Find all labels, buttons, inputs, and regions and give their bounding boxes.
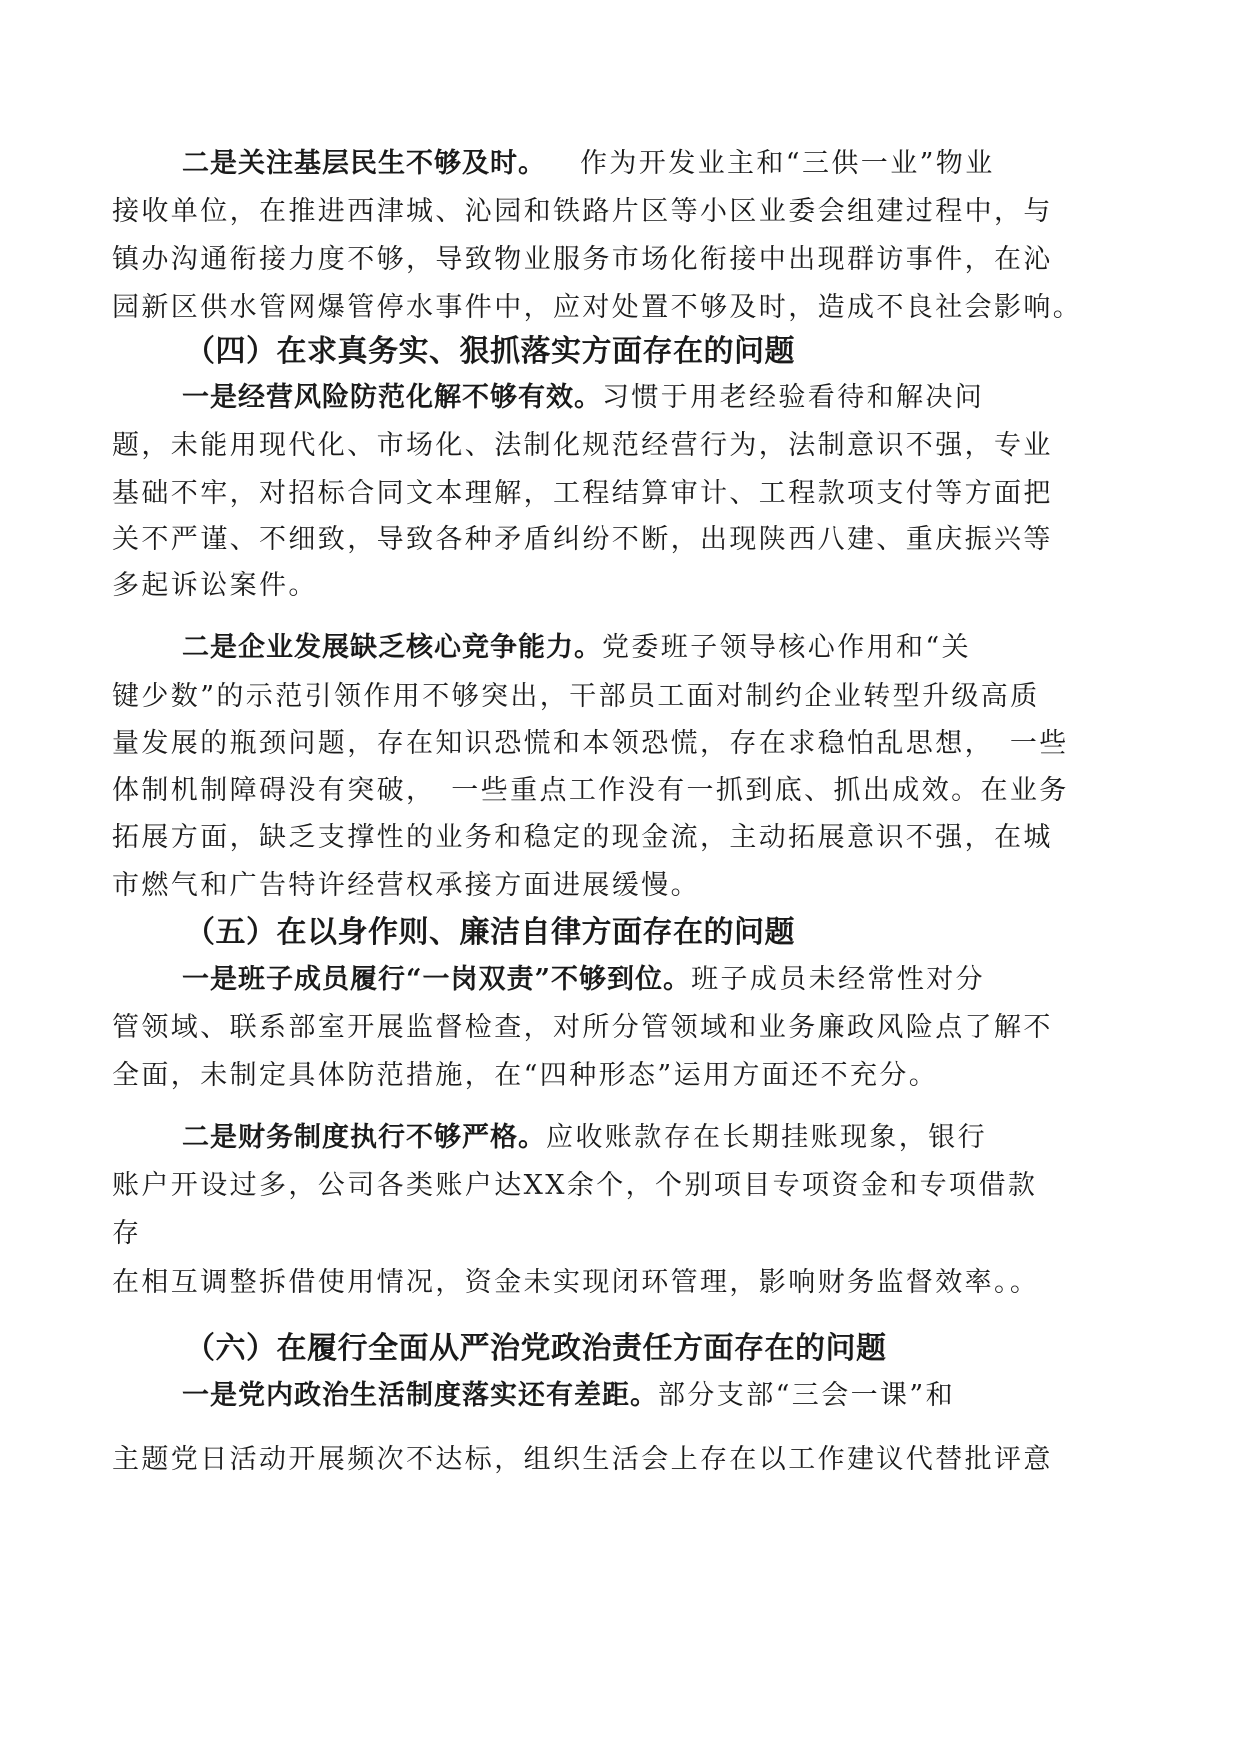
paragraph-line: 题，未能用现代化、市场化、法制化规范经营行为，法制意识不强，专业 <box>112 430 1053 461</box>
paragraph-line: 多起诉讼案件。 <box>112 570 318 601</box>
paragraph-line: 接收单位，在推进西津城、沁园和铁路片区等小区业委会组建过程中，与 <box>112 196 1053 227</box>
paragraph-lead: 一是班子成员履行“一岗双责”不够到位。 <box>182 964 692 995</box>
paragraph-line: 键少数”的示范引领作用不够突出，干部员工面对制约企业转型升级高质 <box>112 681 1040 712</box>
paragraph-line: 账户开设过多，公司各类账户达XX余个，个别项目专项资金和专项借款 <box>112 1170 1038 1201</box>
section-heading: （五）在以身作则、廉洁自律方面存在的问题 <box>185 915 795 950</box>
paragraph-lead: 二是财务制度执行不够严格。 <box>182 1122 546 1153</box>
paragraph-lead: 一是经营风险防范化解不够有效。 <box>182 382 602 413</box>
paragraph-line: 量发展的瓶颈问题，存在知识恐慌和本领恐慌，存在求稳怕乱思想， 一些 <box>112 728 1069 759</box>
paragraph-line: 主题党日活动开展频次不达标，组织生活会上存在以工作建议代替批评意 <box>112 1444 1053 1475</box>
paragraph-line: 在相互调整拆借使用情况，资金未实现闭环管理，影响财务监督效率。。 <box>112 1267 1040 1298</box>
paragraph-line: 拓展方面，缺乏支撑性的业务和稳定的现金流，主动拓展意识不强，在城 <box>112 822 1053 853</box>
paragraph-line: 一是经营风险防范化解不够有效。习惯于用老经验看待和解决问 <box>182 382 985 413</box>
section-heading: （四）在求真务实、狠抓落实方面存在的问题 <box>185 334 795 369</box>
paragraph-line: 一是班子成员履行“一岗双责”不够到位。班子成员未经常性对分 <box>182 964 986 995</box>
paragraph-line: 二是关注基层民生不够及时。 作为开发业主和“三供一业”物业 <box>182 148 995 179</box>
paragraph-line: 管领域、联系部室开展监督检查，对所分管领域和业务廉政风险点了解不 <box>112 1012 1053 1043</box>
paragraph-line: 市燃气和广告特许经营权承接方面进展缓慢。 <box>112 870 700 901</box>
paragraph-line: 体制机制障碍没有突破， 一些重点工作没有一抓到底、抓出成效。在业务 <box>112 775 1069 806</box>
paragraph-line: 基础不牢，对招标合同文本理解，工程结算审计、工程款项支付等方面把 <box>112 478 1053 509</box>
paragraph-line: 镇办沟通衔接力度不够，导致物业服务市场化衔接中出现群访事件，在沁 <box>112 244 1053 275</box>
paragraph-line: 存 <box>112 1218 142 1249</box>
section-heading: （六）在履行全面从严治党政治责任方面存在的问题 <box>185 1331 887 1366</box>
paragraph-line: 二是企业发展缺乏核心竞争能力。党委班子领导核心作用和“关 <box>182 632 972 663</box>
paragraph-line: 关不严谨、不细致，导致各种矛盾纠纷不断，出现陕西八建、重庆振兴等 <box>112 524 1053 555</box>
paragraph-line: 一是党内政治生活制度落实还有差距。部分支部“三会一课”和 <box>182 1380 956 1411</box>
paragraph-lead: 二是企业发展缺乏核心竞争能力。 <box>182 632 602 663</box>
paragraph-line: 二是财务制度执行不够严格。应收账款存在长期挂账现象，银行 <box>182 1122 987 1153</box>
paragraph-line: 园新区供水管网爆管停水事件中，应对处置不够及时，造成不良社会影响。 <box>112 292 1083 323</box>
paragraph-line: 全面，未制定具体防范措施，在“四种形态”运用方面还不充分。 <box>112 1060 939 1091</box>
paragraph-lead: 一是党内政治生活制度落实还有差距。 <box>182 1380 658 1411</box>
paragraph-lead: 二是关注基层民生不够及时。 <box>182 148 546 179</box>
